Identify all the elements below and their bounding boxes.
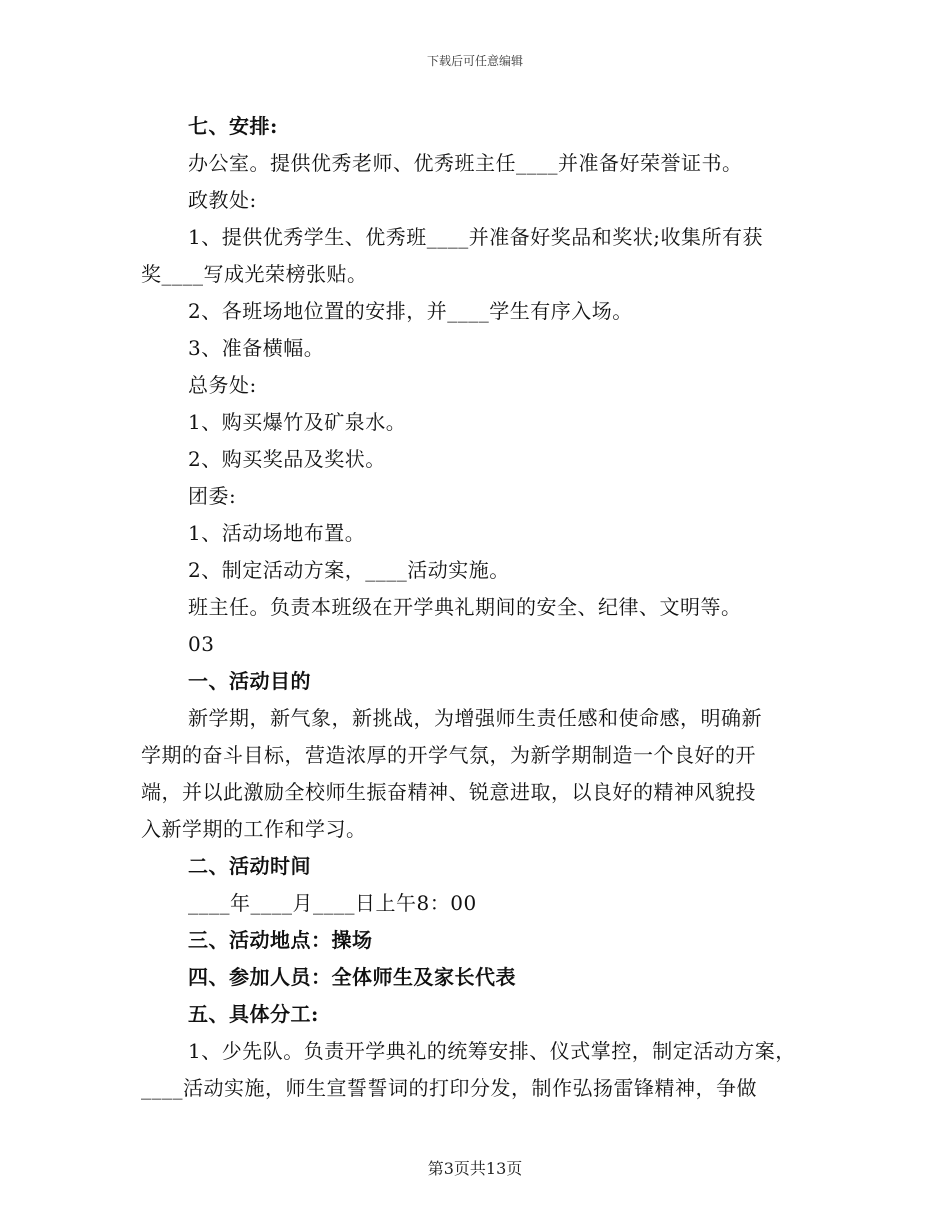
section-heading: 二、活动时间 bbox=[188, 854, 311, 878]
section-heading: 七、安排: bbox=[188, 114, 278, 138]
paragraph-line: 学期的奋斗目标，营造浓厚的开学气氛，为新学期制造一个良好的开 bbox=[141, 743, 756, 767]
paragraph-line: 总务处: bbox=[188, 373, 257, 397]
paragraph-line: 1、购买爆竹及矿泉水。 bbox=[188, 410, 407, 434]
paragraph-line: 2、制定活动方案，____活动实施。 bbox=[188, 558, 510, 582]
paragraph-line: ____年____月____日上午8：00 bbox=[188, 891, 477, 915]
section-heading: 一、活动目的 bbox=[188, 669, 311, 693]
paragraph-line: 2、各班场地位置的安排，并____学生有序入场。 bbox=[188, 299, 633, 323]
paragraph-line: 办公室。提供优秀老师、优秀班主任____并准备好荣誉证书。 bbox=[188, 151, 743, 175]
paragraph-line: 政教处: bbox=[188, 188, 257, 212]
paragraph-line: ____活动实施，师生宣誓誓词的打印分发，制作弘扬雷锋精神，争做 bbox=[141, 1076, 757, 1100]
page-footer: 第3页共13页 bbox=[427, 1159, 523, 1178]
paragraph-line: 1、少先队。负责开学典礼的统筹安排、仪式掌控，制定活动方案， bbox=[188, 1039, 796, 1063]
paragraph-line: 团委: bbox=[188, 484, 237, 508]
paragraph-line: 班主任。负责本班级在开学典礼期间的安全、纪律、文明等。 bbox=[188, 595, 742, 619]
paragraph-line: 端，并以此激励全校师生振奋精神、锐意进取，以良好的精神风貌投 bbox=[141, 780, 756, 804]
paragraph-line: 1、活动场地布置。 bbox=[188, 521, 366, 545]
paragraph-line: 奖____写成光荣榜张贴。 bbox=[141, 262, 368, 286]
paragraph-line: 1、提供优秀学生、优秀班____并准备好奖品和奖状;收集所有获 bbox=[188, 225, 763, 249]
page-header: 下载后可任意编辑 bbox=[426, 54, 523, 68]
section-heading: 四、参加人员：全体师生及家长代表 bbox=[188, 965, 516, 989]
document-body bbox=[141, 108, 821, 1107]
paragraph-line: 03 bbox=[188, 632, 215, 656]
section-heading: 五、具体分工: bbox=[188, 1002, 319, 1026]
paragraph-line: 新学期，新气象，新挑战，为增强师生责任感和使命感，明确新 bbox=[188, 706, 762, 730]
paragraph-line: 3、准备横幅。 bbox=[188, 336, 325, 360]
section-heading: 三、活动地点：操场 bbox=[188, 928, 373, 952]
paragraph-line: 入新学期的工作和学习。 bbox=[141, 817, 367, 841]
paragraph-line: 2、购买奖品及奖状。 bbox=[188, 447, 386, 471]
